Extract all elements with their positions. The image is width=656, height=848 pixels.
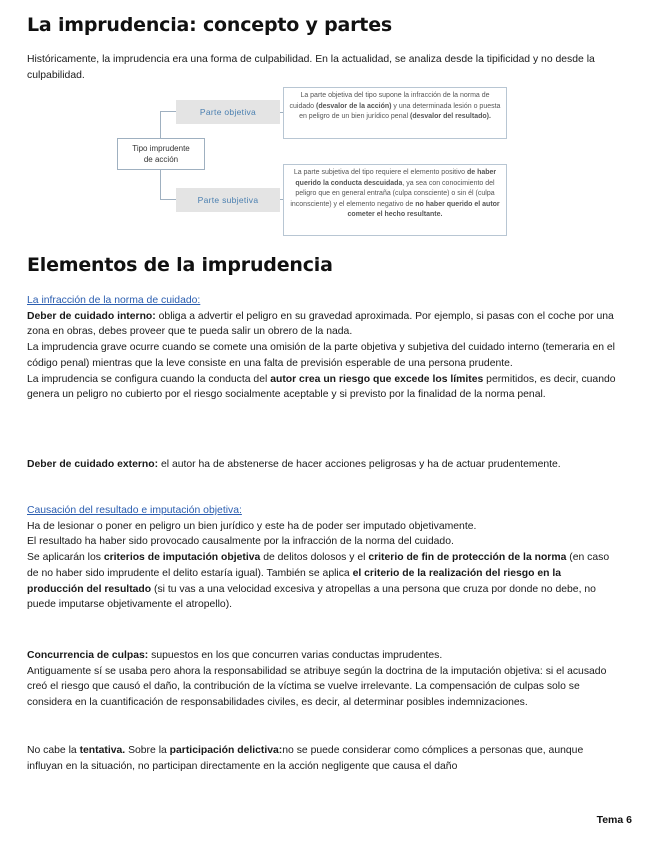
paragraph-text: Antiguamente sí se usaba pero ahora la responsabilidad se atribuye según la doctrina de la imputación objetiva: si el acusado creó el riesgo que causó el daño, la contribución de la víctima se vuelve irrelevante. La compensación de culpas solo se considera en la cuantificación de responsabilidades civiles, es decir, al determinar posibles indemnizaciones. (27, 665, 607, 709)
section-concurrencia (27, 648, 617, 711)
bold-term: Deber de cuidado interno: (27, 310, 156, 322)
paragraph-text: de delitos dolosos y el (260, 552, 369, 564)
paragraph-text: obliga a advertir el peligro en su gravedad aproximada. Por ejemplo, si pasas con el coche por una zona en obras, debes proveer que te pueda salir un obrero de la nada. (27, 310, 614, 338)
desc-text: y una determinada lesión o puesta en peligro de un bien jurídico penal (299, 102, 501, 120)
desc-bold: (desvalor de la acción) (316, 102, 392, 110)
desc-bold: (desvalor del resultado). (410, 113, 491, 120)
paragraph-text: permitidos, es decir, cuando genera un peligro no cubierto por el riesgo socialmente aceptable y si previsto por la finalidad de la norma penal. (27, 373, 616, 401)
parte-subjetiva-description (283, 164, 507, 236)
infraccion-link[interactable]: La infracción de la norma de cuidado: (27, 295, 201, 306)
diagram-root-box (117, 138, 205, 170)
paragraph-text: supuestos en los que concurren varias conductas imprudentes. (148, 650, 443, 661)
page-footer: Tema 6 (596, 814, 632, 826)
paragraph-text: Se aplicarán los (27, 552, 104, 564)
bold-term: Deber de cuidado externo: (27, 459, 159, 470)
intro-paragraph: Históricamente, la imprudencia era una forma de culpabilidad. En la actualidad, se analiza desde la tipificidad y no desde la culpabilidad. (27, 54, 595, 81)
paragraph-text: La imprudencia grave ocurre cuando se comete una omisión de la parte objetiva y subjetiva del cuidado interno (temeraria en el código penal) mientras que la leve consiste en una falta de previsión esperable de una persona prudente. (27, 342, 615, 369)
parte-objetiva-box: Parte objetiva (176, 100, 280, 124)
desc-text: La parte objetiva del tipo supone la infracción de la norma de cuidado (289, 92, 490, 110)
paragraph-text: (en caso de no haber sido imprudente el delito estaría igual). También se aplica (27, 552, 610, 579)
desc-bold: no haber querido el autor cometer el hecho resultante. (347, 200, 500, 218)
bold-term: el criterio de la realización del riesgo en la producción del resultado (27, 567, 562, 595)
paragraph-text: Ha de lesionar o poner en peligro un bien jurídico y este ha de poder ser imputado objetivamente. (27, 520, 477, 532)
section-title: Elementos de la imprudencia (27, 254, 333, 276)
desc-bold: de haber querido la conducta descuidada (295, 169, 497, 187)
paragraph-text: no se puede considerar como cómplices a personas que, aunque influyan en la situación, no participan directamente en la acción negligente que causa el daño (27, 745, 584, 772)
paragraph-text: Sobre la (125, 745, 170, 756)
bold-term: participación delictiva: (169, 745, 283, 756)
desc-text: La parte subjetiva del tipo requiere el elemento positivo (293, 169, 467, 176)
bold-term: criterios de imputación objetiva (103, 552, 261, 564)
section-tentativa (27, 743, 617, 774)
paragraph-text: (si tu vas a una velocidad excesiva y atropellas a una persona que cruza por donde no debe, no puede imputarse objetivamente el atropello). (27, 583, 596, 611)
paragraph-text: La imprudencia se configura cuando la conducta del (27, 373, 271, 385)
bold-term: Concurrencia de culpas: (27, 650, 149, 661)
bold-term: tentativa. (79, 745, 126, 756)
causacion-link[interactable]: Causación del resultado e imputación objetiva: (27, 505, 242, 516)
parte-objetiva-description (283, 87, 507, 139)
paragraph-text: el autor ha de abstenerse de hacer acciones peligrosas y ha de actuar prudentemente. (158, 459, 561, 470)
concept-diagram (27, 0, 627, 250)
section-cuidado-externo (27, 457, 617, 473)
bold-term: criterio de fin de protección de la norma (368, 552, 567, 564)
paragraph-text: El resultado ha haber sido provocado causalmente por la infracción de la norma del cuidado. (27, 536, 454, 548)
section-infraccion (27, 293, 617, 403)
bold-term: autor crea un riesgo que excede los límites (270, 373, 484, 385)
desc-text: , ya sea con conocimiento del peligro que en general entraña (culpa consciente) o sin él (culpa inconsciente) y el elemento negativo de (290, 179, 495, 208)
parte-subjetiva-box: Parte subjetiva (176, 188, 280, 212)
section-causacion (27, 503, 617, 613)
page-title: La imprudencia: concepto y partes (27, 14, 392, 36)
root-label-line2: de acción (143, 155, 179, 164)
paragraph-text: No cabe la (27, 745, 80, 756)
root-label-line1: Tipo imprudente (132, 144, 190, 153)
